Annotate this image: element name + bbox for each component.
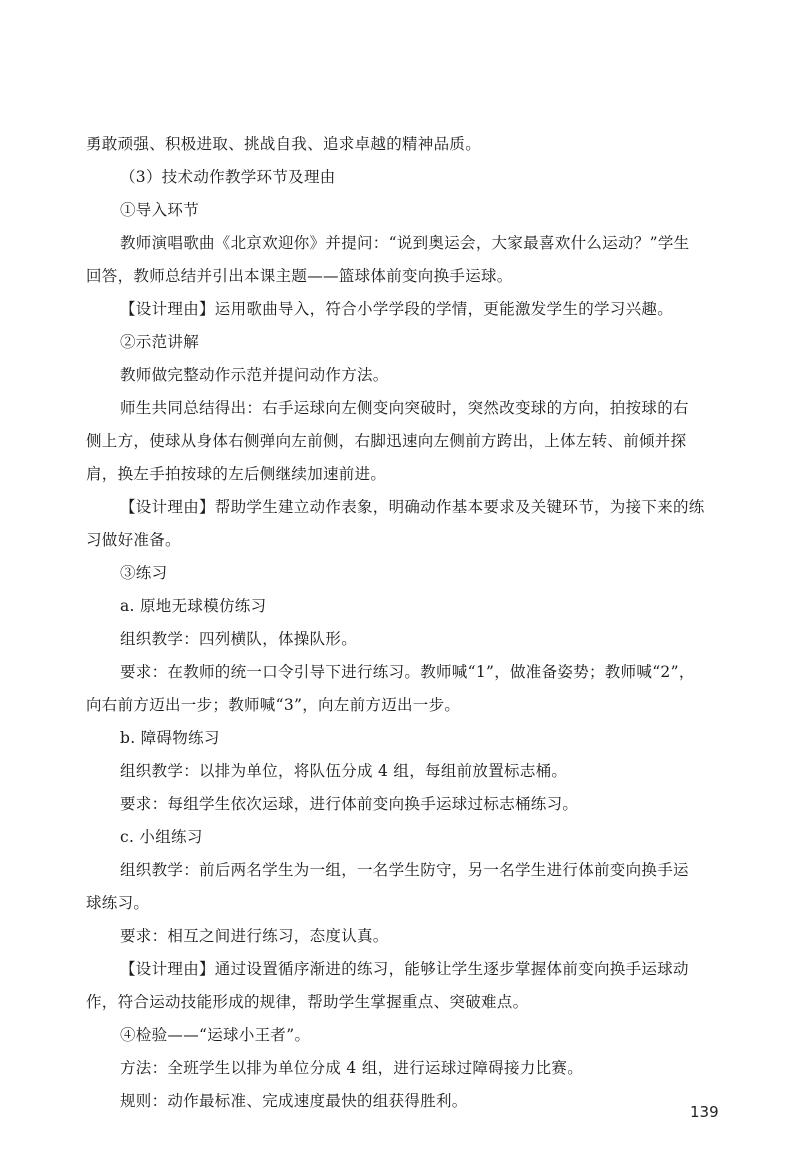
text-line: 组织教学：前后两名学生为一组，一名学生防守，另一名学生进行体前变向换手运: [120, 861, 689, 879]
text-line: 组织教学：以排为单位，将队伍分成 4 组，每组前放置标志桶。: [120, 762, 568, 780]
text-line: 【设计理由】通过设置循序渐进的练习，能够让学生逐步掌握体前变向换手运球动: [120, 960, 689, 978]
text-line: （3）技术动作教学环节及理由: [120, 168, 336, 186]
text-line: 勇敢顽强、积极进取、挑战自我、追求卓越的精神品质。: [86, 135, 482, 153]
text-line: 作，符合运动技能形成的规律，帮助学生掌握重点、突破难点。: [86, 993, 529, 1011]
text-line: 【设计理由】运用歌曲导入，符合小学学段的学情，更能激发学生的学习兴趣。: [120, 300, 674, 318]
text-line: a. 原地无球模仿练习: [120, 597, 267, 615]
text-line: 要求：在教师的统一口令引导下进行练习。教师喊“1”，做准备姿势；教师喊“2”，: [120, 663, 695, 681]
text-line: c. 小组练习: [120, 828, 203, 846]
text-line: 【设计理由】帮助学生建立动作表象，明确动作基本要求及关键环节，为接下来的练: [120, 498, 705, 516]
text-line: 要求：每组学生依次运球，进行体前变向换手运球过标志桶练习。: [120, 795, 579, 813]
body-text: [86, 128, 722, 1118]
text-line: ②示范讲解: [120, 333, 200, 351]
text-line: 球练习。: [86, 894, 150, 912]
text-line: 回答，教师总结并引出本课主题——篮球体前变向换手运球。: [86, 267, 513, 285]
text-line: 师生共同总结得出：右手运球向左侧变向突破时，突然改变球的方向，拍按球的右: [120, 399, 689, 417]
text-line: 侧上方，使球从身体右侧弹向左前侧，右脚迅速向左侧前方跨出，上体左转、前倾并探: [86, 432, 687, 450]
text-line: 方法：全班学生以排为单位分成 4 组，进行运球过障碍接力比赛。: [120, 1059, 584, 1077]
text-line: ③练习: [120, 564, 168, 582]
text-line: 要求：相互之间进行练习，态度认真。: [120, 927, 389, 945]
text-line: b. 障碍物练习: [120, 729, 220, 747]
text-line: 组织教学：四列横队，体操队形。: [120, 630, 358, 648]
text-line: ④检验——“运球小王者”。: [120, 1026, 311, 1044]
page-number: 139: [690, 1103, 719, 1121]
text-line: 规则：动作最标准、完成速度最快的组获得胜利。: [120, 1092, 468, 1110]
text-line: ①导入环节: [120, 201, 200, 219]
text-line: 向右前方迈出一步；教师喊“3”，向左前方迈出一步。: [86, 696, 461, 714]
text-line: 教师做完整动作示范并提问动作方法。: [120, 366, 389, 384]
text-line: 习做好准备。: [86, 531, 181, 549]
text-line: 教师演唱歌曲《北京欢迎你》并提问：“说到奥运会，大家最喜欢什么运动？”学生: [120, 234, 690, 252]
text-line: 肩，换左手拍按球的左后侧继续加速前进。: [86, 465, 387, 483]
